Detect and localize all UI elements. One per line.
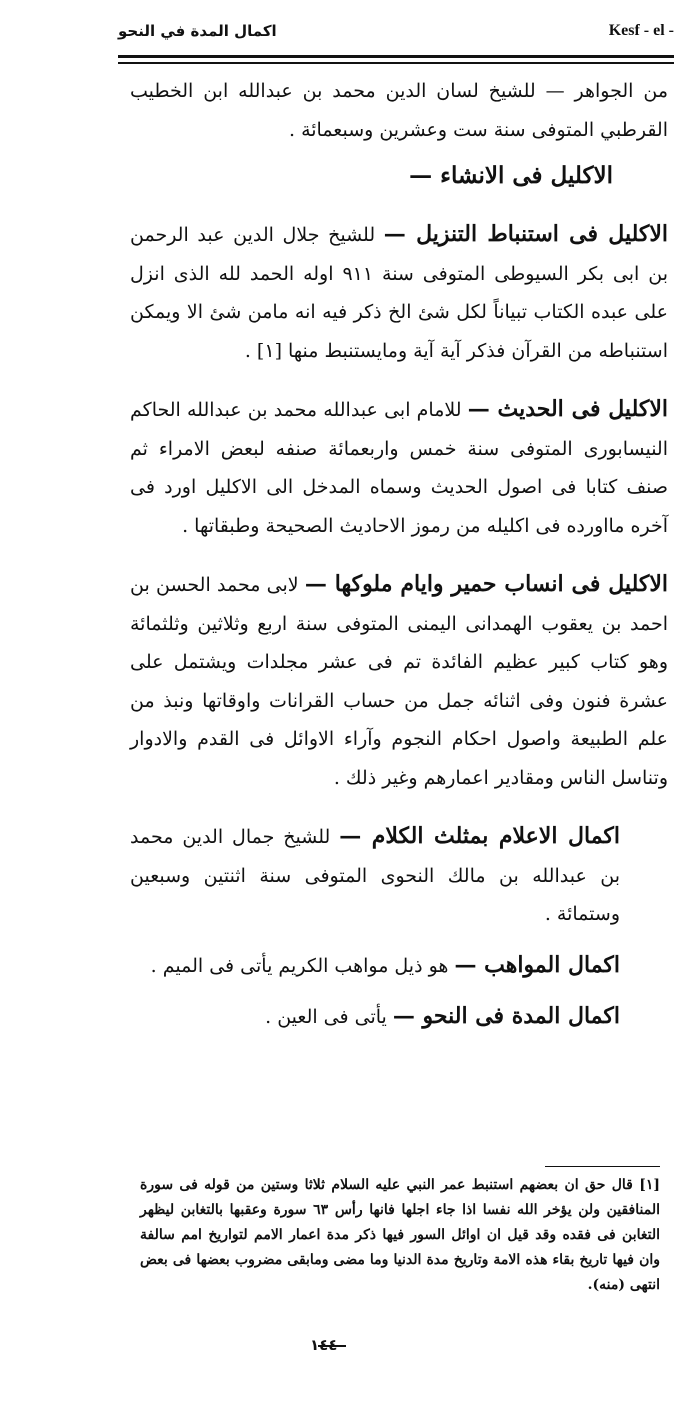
entry-title: الاكليل فى انساب حمير وايام ملوكها — bbox=[304, 571, 668, 597]
header-title: اكمال المدة في النحو bbox=[118, 22, 277, 40]
footnote-rule bbox=[545, 1166, 660, 1167]
header-rule-thin bbox=[118, 62, 674, 64]
running-header bbox=[118, 18, 674, 52]
entry-jawahir: من الجواهر — للشيخ لسان الدين محمد بن عبدالله ابن الخطيب القرطبي المتوفى سنة ست وعشرين وسبعمائة . bbox=[130, 80, 668, 141]
footnote-1: [١] قال حق ان بعضهم استنبط عمر النبي عليه السلام ثلاثا وستين من قوله فى سورة المنافقين ولن يؤخر الله نفسا اذا جاء اجلها فانها رأس ٦٣ سورة وعقبها بالتغابن ليظهر التغابن فى فقده وقد قيل ان اوائل السور فيها ذكر مدة اعمار الامم لتواريخ امم سالفة وان فيها تاريخ بقاء هذه الامة وتاريخ مدة الدنيا وما مضى ومابقى مضروب بعضها فى بعض انتهى (منه). bbox=[140, 1177, 660, 1293]
entry-iklil-ansab bbox=[130, 565, 668, 797]
footnote-section bbox=[140, 1170, 660, 1298]
main-text bbox=[130, 72, 668, 1037]
page-number: ١٤٤ bbox=[310, 1336, 338, 1354]
entry-body: للامام ابى عبدالله محمد بن عبدالله الحاكم النيسابورى المتوفى سنة خمس واربعمائة صنفه لبعض الامراء ثم صنف كتابا فى اصول الحديث وسماه المدخل الى الاكليل اورد فى آخره مااورده فى اكليله من رموز الاحاديث الصحيحة وطبقاتها . bbox=[130, 399, 668, 537]
entry-title: اكمال المواهب — bbox=[454, 951, 620, 978]
entry-iklil-insha-heading: الاكليل فى الانشاء — bbox=[409, 162, 613, 189]
entry-body: هو ذيل مواهب الكريم يأتى فى الميم . bbox=[150, 954, 455, 977]
entry-iklil-hadith bbox=[130, 390, 668, 545]
entry-title: الاكليل فى استنباط التنزيل — bbox=[383, 221, 669, 247]
entry-title: اكمال المدة فى النحو — bbox=[392, 1003, 620, 1029]
entry-ikmal-mawahib bbox=[130, 946, 668, 986]
entry-body: يأتى فى العين . bbox=[265, 1006, 393, 1028]
entry-title: اكمال الاعلام بمثلث الكلام — bbox=[339, 823, 620, 849]
entry-title: الاكليل فى الحديث — bbox=[467, 396, 668, 422]
entry-ikmal-alam bbox=[130, 817, 668, 934]
header-catalog-label: Kesf - el - bbox=[608, 22, 674, 39]
entry-body: للشيخ جمال الدين محمد بن عبدالله بن مالك النحوى المتوفى سنة اثنتين وسبعين وستمائة . bbox=[130, 826, 620, 925]
header-rule-thick bbox=[118, 55, 674, 58]
entry-ikmal-mudda bbox=[130, 997, 668, 1037]
entry-iklil-tanzil bbox=[130, 215, 668, 370]
entry-body: لابى محمد الحسن بن احمد بن يعقوب الهمدانى اليمنى المتوفى سنة اربع وثلاثين وثلثمائة وهو كتاب كبير عظيم الفائدة تم فى عشر مجلدات ويشتمل على عشرة فنون وفى اثنائه جمل من حساب القرانات واوقاتها ونبذ من علم الطبيعة واصول احكام النجوم وآراء الاوائل فى القدم والادوار وتناسل الناس ومقادير اعمارهم وغير ذلك . bbox=[130, 574, 668, 789]
entry-body: للشيخ جلال الدين عبد الرحمن بن ابى بكر السيوطى المتوفى سنة ٩١١ اوله الحمد لله الذى انزل على عبده الكتاب تبياناً لكل شئ الخ ذكر فيه انه مامن شئ الا ويمكن استنباطه من القرآن فذكر آية آية ومايستنبط منها [١] . bbox=[130, 224, 669, 362]
